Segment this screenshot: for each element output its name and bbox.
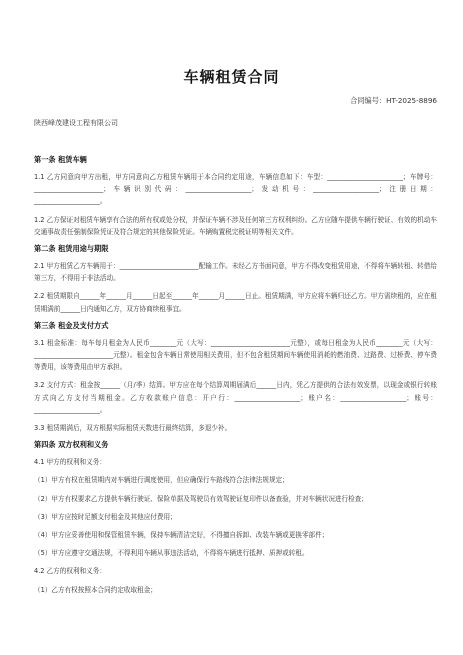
- contract-number: 合同编号：HT-2025-8896: [350, 96, 437, 105]
- clause-4-1-item-5: （5）甲方应遵守交通法规，不得利用车辆从事违法活动，不得将车辆进行抵押、质押或转租。: [34, 549, 309, 558]
- party-name: 陕西峰茂建设工程有限公司: [34, 119, 118, 127]
- clause-4-1-item-2: （2）甲方有权要求乙方提供车辆行驶证、保险单据及驾驶员有效驾驶证复印件以备查验，并对车辆状况进行检查；: [34, 494, 368, 503]
- document-title: 车辆租赁合同: [183, 68, 280, 86]
- contract-body: [34, 155, 437, 602]
- clause-3-1: 3.1 租金标准：每车每月租金为人民币________元（大写：________________________元整），或每日租金为人民币________元（大写：________________________元整）。租金包含车辆日常使用相关费用，但不包含租赁期间车辆使用消耗的燃油费、过路费、过桥费、停车费等费用，该等费用由甲方承担。: [34, 338, 437, 372]
- section-heading-2: 第二条 租赁用途与期限: [34, 244, 109, 254]
- clause-4-2: 4.2 乙方的权利和义务：: [34, 567, 106, 576]
- clause-4-1-item-4: （4）甲方应妥善使用和保管租赁车辆，保持车辆清洁完好，不得擅自拆卸、改装车辆或更换零部件；: [34, 531, 329, 540]
- clause-3-3: 3.3 租赁期满后，双方根据实际租赁天数进行最终结算，多退少补。: [34, 424, 232, 433]
- clause-2-2: 2.2 租赁期限自______年______月______日起至______年______月______日止。租赁期满，甲方应将车辆归还乙方。甲方需续租的，应在租赁期满前______日内通知乙方，双方协商续租事宜。: [34, 292, 437, 313]
- clause-4-1: 4.1 甲方的权利和义务：: [34, 458, 106, 467]
- clause-3-2: 3.2 支付方式：租金按______（月/季）结算。甲方应在每个结算周期届满后______日内，凭乙方提供的合法有效发票，以现金或银行转账方式向乙方支付当期租金。乙方收款账户信息：开户行：____________________；账户名：____________________；账号：____________________。: [34, 381, 437, 414]
- clause-4-1-item-3: （3）甲方应按时足额支付租金及其他应付费用；: [34, 512, 177, 521]
- section-heading-1: 第一条 租赁车辆: [34, 155, 87, 164]
- clause-4-1-item-1: （1）甲方有权在租赁期内对车辆进行调度使用，但应确保行车路线符合法律法规规定；: [34, 476, 289, 485]
- clause-1-1: 1.1 乙方同意向甲方出租，甲方同意向乙方租赁车辆用于本合同约定用途，车辆信息如下：车型：_______________________；车牌号：_____________________；车辆识别代码：____________________；发动机号：____________________；注册日期：____________________。: [34, 173, 437, 206]
- clause-2-1: 2.1 甲方租赁乙方车辆用于：________________________配输工作。未经乙方书面同意，甲方不得改变租赁用途，不得将车辆转租、转借给第三方，不得用于非法活动。: [34, 262, 437, 283]
- section-heading-4: 第四条 双方权利和义务: [34, 440, 109, 450]
- clause-1-2: 1.2 乙方保证对租赁车辆享有合法的所有权或处分权，并保证车辆不涉及任何第三方权利纠纷。乙方应随车提供车辆行驶证、有效的机动车交通事故责任强制保险凭证及符合规定的其他保险凭证。车辆购置税完税证明等相关文件。: [34, 215, 437, 236]
- section-heading-3: 第三条 租金及支付方式: [34, 320, 109, 330]
- clause-4-2-item-1: （1）乙方有权按照本合同约定收取租金；: [34, 585, 157, 594]
